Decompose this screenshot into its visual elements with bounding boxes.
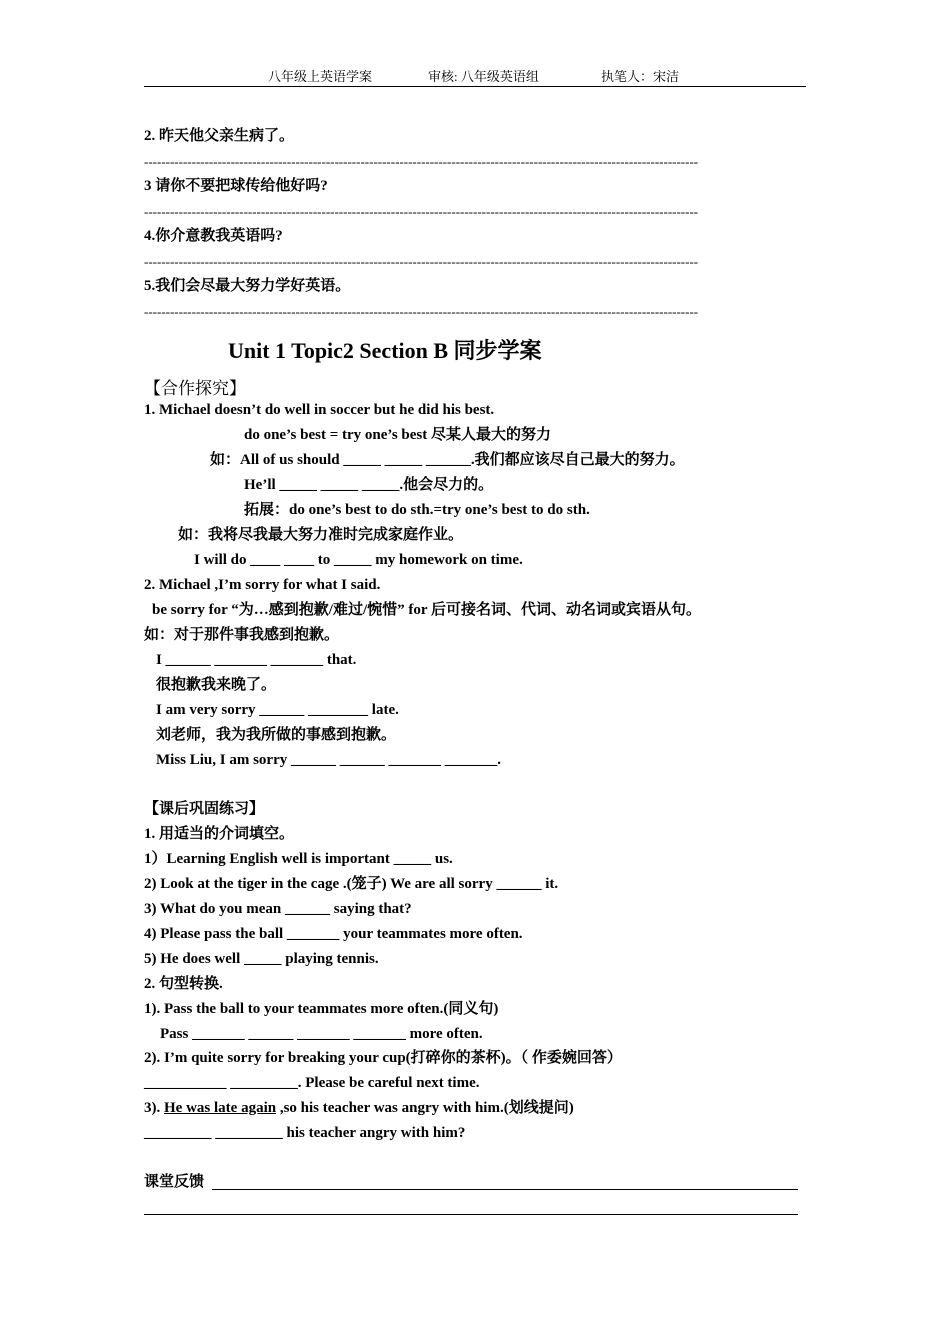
cooperate-line: He’ll _____ _____ _____.他会尽力的。 [244,477,494,493]
practice-line: 2). I’m quite sorry for breaking your cup(打碎你的茶杯)。（ 作委婉回答） [144,1050,622,1066]
answer-dash-line: -------------------------------------------------------------------------------------------------------------------------------- [144,255,699,269]
cooperate-line: I am very sorry ______ ________ late. [156,702,399,718]
cooperate-line: 如：我将尽我最大努力准时完成家庭作业。 [178,527,464,543]
practice-line: 1. 用适当的介词填空。 [144,826,295,842]
header-course: 八年级上英语学案 [268,69,373,84]
cooperate-line: 刘老师，我为我所做的事感到抱歉。 [156,727,397,743]
header-reviewer: 审核: 八年级英语组 [428,69,539,84]
practice-line: 4) Please pass the ball _______ your teammates more often. [144,926,523,942]
cooperate-line: 1. Michael doesn’t do well in soccer but he did his best. [144,402,495,418]
practice-line: Pass _______ ______ _______ _______ more often. [160,1026,483,1042]
cooperate-line: be sorry for “为…感到抱歉/难过/惋惜” for 后可接名词、代词、动名词或宾语从句。 [152,602,702,618]
answer-dash-line: -------------------------------------------------------------------------------------------------------------------------------- [144,305,699,319]
practice-line: 3) What do you mean ______ saying that? [144,901,412,917]
feedback-label: 课堂反馈 [144,1174,205,1190]
answer-dash-line: -------------------------------------------------------------------------------------------------------------------------------- [144,205,699,219]
question-2: 2. 昨天他父亲生病了。 [144,128,295,144]
answer-dash-line: -------------------------------------------------------------------------------------------------------------------------------- [144,155,699,169]
cooperate-line: do one’s best = try one’s best 尽某人最大的努力 [244,427,552,443]
question-number: 3). [144,1100,161,1116]
question-rest: ,so his teacher was angry with him.(划线提问) [279,1100,574,1116]
cooperate-line: I ______ _______ _______ that. [156,652,357,668]
cooperate-line: Miss Liu, I am sorry ______ ______ _______ _______. [156,752,501,768]
practice-line: 2. 句型转换. [144,976,223,992]
practice-line-3 [144,1098,574,1118]
question-5: 5.我们会尽最大努力学好英语。 [144,278,351,294]
cooperate-heading: 【合作探究】 [144,379,246,398]
cooperate-line: 很抱歉我来晚了。 [156,677,277,693]
cooperate-line: 拓展：do one’s best to do sth.=try one’s best to do sth. [244,502,590,518]
practice-line: 1）Learning English well is important _____ us. [144,851,453,867]
feedback-line [144,1214,798,1215]
practice-line: 1). Pass the ball to your teammates more often.(同义句) [144,1001,499,1017]
cooperate-line: 如：All of us should _____ _____ ______.我们都应该尽自己最大的努力。 [210,452,685,468]
question-4: 4.你介意教我英语吗? [144,228,283,244]
feedback-line [212,1189,798,1190]
page-title: Unit 1 Topic2 Section B 同步学案 [228,338,542,363]
cooperate-line: 如：对于那件事我感到抱歉。 [144,627,340,643]
cooperate-line: I will do ____ ____ to _____ my homework on time. [194,552,523,568]
practice-line: 2) Look at the tiger in the cage .(笼子) We are all sorry ______ it. [144,876,559,892]
practice-line: 5) He does well _____ playing tennis. [144,951,379,967]
header-author: 执笔人：宋洁 [601,69,680,84]
cooperate-line: 2. Michael ,I’m sorry for what I said. [144,577,381,593]
practice-line: _________ _________ his teacher angry with him? [144,1125,466,1141]
practice-heading: 【课后巩固练习】 [144,801,265,817]
underlined-phrase: He was late again [164,1100,277,1116]
question-3: 3 请你不要把球传给他好吗? [144,178,328,194]
page-header [144,66,806,87]
practice-line: ___________ _________. Please be careful next time. [144,1075,480,1091]
